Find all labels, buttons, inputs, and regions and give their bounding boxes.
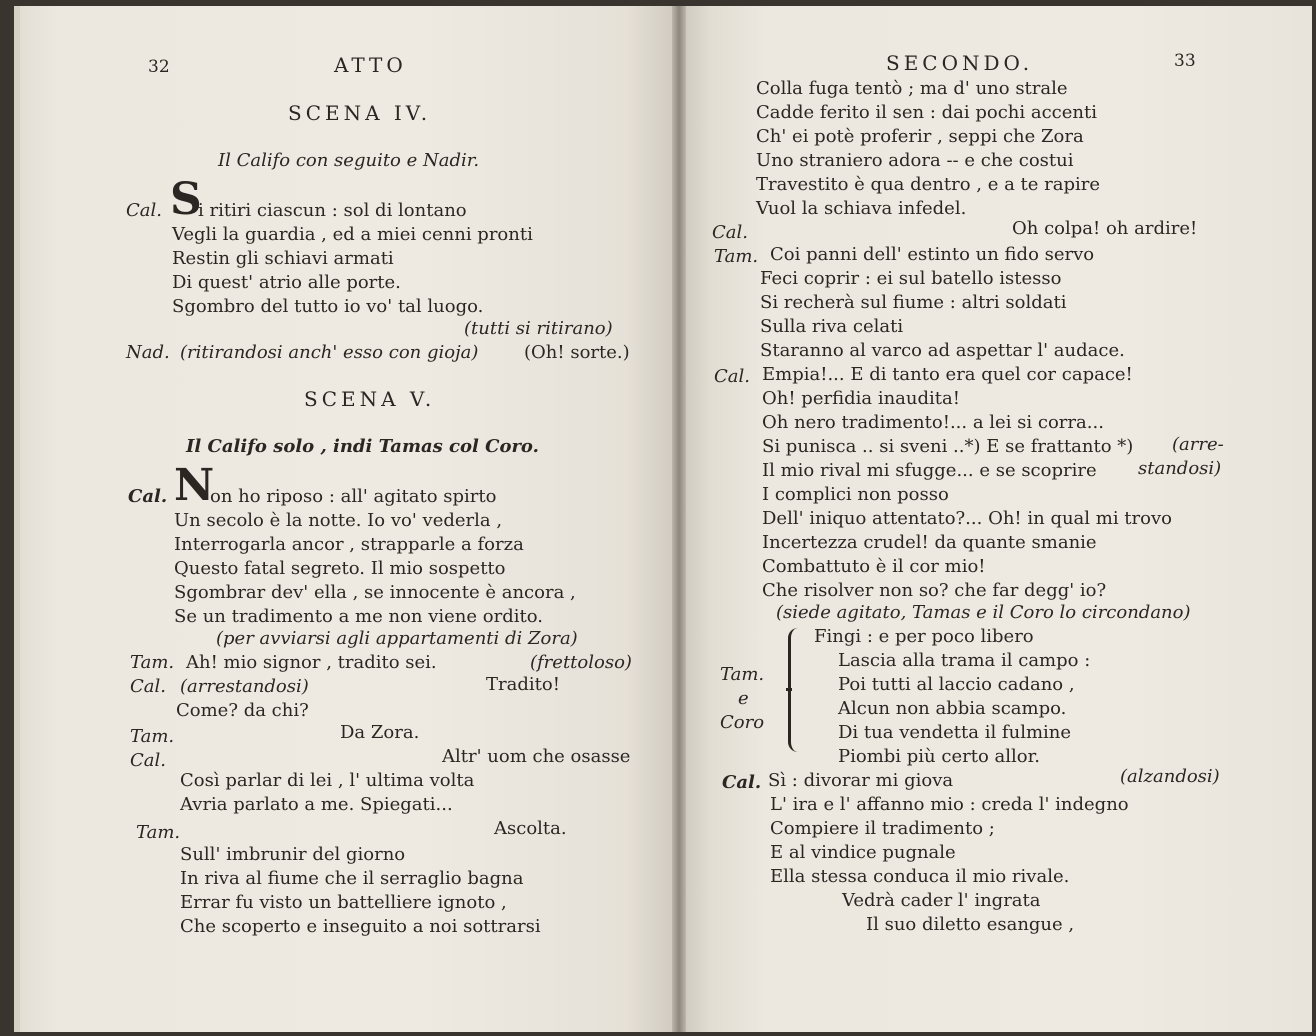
verse-line: Sgombrar dev' ella , se innocente è ancora , [174, 582, 576, 603]
verse-line: Staranno al varco ad aspettar l' audace. [760, 340, 1125, 361]
verse-line: Sì : divorar mi giova [768, 770, 954, 791]
chorus-line: Piombi più certo allor. [838, 746, 1040, 767]
verse-line: Si recherà sul fiume : altri soldati [760, 292, 1067, 313]
speaker: Coro [720, 712, 765, 733]
verse-line: Coi panni dell' estinto un fido servo [770, 244, 1095, 265]
verse-line: Il suo diletto esangue , [866, 914, 1075, 935]
verse-line: Di quest' atrio alle porte. [172, 272, 401, 293]
verse-line: Un secolo è la notte. Io vo' vederla , [174, 510, 503, 531]
speaker: Cal. [126, 200, 162, 221]
verse-line: Cadde ferito il sen : dai pochi accenti [756, 102, 1097, 123]
verse-line: Colla fuga tentò ; ma d' uno strale [756, 78, 1068, 99]
speaker: Cal. [712, 222, 748, 243]
verse-line: Combattuto è il cor mio! [762, 556, 986, 577]
verse-line: Tradito! [486, 674, 560, 695]
book-gutter [672, 6, 686, 1032]
verse-line: Vegli la guardia , ed a miei cenni pronti [172, 224, 533, 245]
speaker: Cal. [128, 486, 168, 507]
verse-line: Sgombro del tutto io vo' tal luogo. [172, 296, 484, 317]
verse-line: Uno straniero adora -- e che costui [756, 150, 1074, 171]
verse-line: Questo fatal segreto. Il mio sospetto [174, 558, 506, 579]
verse-line: E al vindice pugnale [770, 842, 956, 863]
scene-4-title: SCENA IV. [288, 101, 432, 125]
chorus-brace-point [786, 688, 792, 691]
verse-line: Ch' ei potè proferir , seppi che Zora [756, 126, 1084, 147]
speaker: Tam. [720, 664, 765, 685]
page-number-left: 32 [148, 57, 170, 77]
verse-line: Compiere il tradimento ; [770, 818, 995, 839]
verse-line: L' ira e l' affanno mio : creda l' indegno [770, 794, 1129, 815]
speaker: Cal. [130, 676, 166, 697]
verse-line: Come? da chi? [176, 700, 309, 721]
verse-line: Ah! mio signor , tradito sei. [186, 652, 437, 673]
chorus-line: Poi tutti al laccio cadano , [838, 674, 1075, 695]
verse-line: on ho riposo : all' agitato spirto [210, 486, 497, 507]
scene-5-title: SCENA V. [304, 387, 436, 411]
verse-line: Si punisca .. si sveni ..*) E se frattanto *) [762, 436, 1134, 457]
verse-line: I complici non posso [762, 484, 949, 505]
scene-4-subtitle: Il Califo con seguito e Nadir. [218, 150, 480, 171]
chorus-line: Di tua vendetta il fulmine [838, 722, 1072, 743]
verse-line: Che scoperto e inseguito a noi sottrarsi [180, 916, 541, 937]
verse-line: Che risolver non so? che far degg' io? [762, 580, 1107, 601]
speaker: Tam. [130, 726, 175, 747]
verse-line: Interrogarla ancor , strapparle a forza [174, 534, 524, 555]
chorus-line: Fingi : e per poco libero [814, 626, 1034, 647]
verse-line: Sull' imbrunir del giorno [180, 844, 406, 865]
verse-line: Oh! perfidia inaudita! [762, 388, 960, 409]
stage-direction: (ritirandosi anch' esso con gioja) [180, 342, 479, 363]
verse-line: Vedrà cader l' ingrata [842, 890, 1041, 911]
verse-line: Sulla riva celati [760, 316, 904, 337]
drop-initial: N [174, 460, 215, 511]
verse-line: Errar fu visto un battelliere ignoto , [180, 892, 507, 913]
drop-initial: S [170, 174, 202, 225]
verse-line: Così parlar di lei , l' ultima volta [180, 770, 475, 791]
verse-line: Da Zora. [340, 722, 420, 743]
stage-direction: (frettoloso) [530, 652, 632, 673]
verse-line: Altr' uom che osasse [442, 746, 631, 767]
speaker: Tam. [136, 822, 181, 843]
verse-line: Il mio rival mi sfugge... e se scoprire [762, 460, 1097, 481]
chorus-line: Lascia alla trama il campo : [838, 650, 1091, 671]
verse-line: (Oh! sorte.) [524, 342, 630, 363]
running-head-left: ATTO [334, 53, 407, 77]
speaker: e [738, 688, 749, 709]
verse-line: Oh nero tradimento!... a lei si corra... [762, 412, 1104, 433]
verse-line: Feci coprir : ei sul batello istesso [760, 268, 1062, 289]
verse-line: Incertezza crudel! da quante smanie [762, 532, 1097, 553]
speaker: Cal. [722, 772, 762, 793]
scene-5-subtitle: Il Califo solo , indi Tamas col Coro. [186, 436, 539, 457]
verse-line: Restin gli schiavi armati [172, 248, 394, 269]
verse-line: i ritiri ciascun : sol di lontano [198, 200, 467, 221]
speaker: Tam. [130, 652, 175, 673]
verse-line: Travestito è qua dentro , e a te rapire [756, 174, 1101, 195]
verse-line: In riva al fiume che il serraglio bagna [180, 868, 524, 889]
running-head-right: SECONDO. [886, 51, 1034, 75]
verse-line: Ella stessa conduca il mio rivale. [770, 866, 1070, 887]
verse-line: Empia!... E di tanto era quel cor capace! [762, 364, 1133, 385]
speaker: Nad. [126, 342, 170, 363]
stage-direction: (siede agitato, Tamas e il Coro lo circondano) [776, 602, 1191, 623]
chorus-line: Alcun non abbia scampo. [838, 698, 1067, 719]
stage-direction: (alzandosi) [1120, 766, 1220, 787]
stage-direction: (tutti si ritirano) [464, 318, 613, 339]
stage-direction: (per avviarsi agli appartamenti di Zora) [216, 628, 578, 649]
speaker: Cal. [130, 750, 166, 771]
verse-line: Avria parlato a me. Spiegati... [180, 794, 453, 815]
page-number-right: 33 [1174, 51, 1196, 71]
stage-direction: (arre- [1172, 434, 1224, 455]
stage-direction: standosi) [1138, 458, 1222, 479]
verse-line: Vuol la schiava infedel. [756, 198, 967, 219]
speaker: Cal. [714, 366, 750, 387]
stage-direction: (arrestandosi) [180, 676, 309, 697]
speaker: Tam. [714, 246, 759, 267]
verse-line: Dell' iniquo attentato?... Oh! in qual mi trovo [762, 508, 1172, 529]
verse-line: Oh colpa! oh ardire! [1012, 218, 1198, 239]
verse-line: Ascolta. [494, 818, 567, 839]
verse-line: Se un tradimento a me non viene ordito. [174, 606, 543, 627]
